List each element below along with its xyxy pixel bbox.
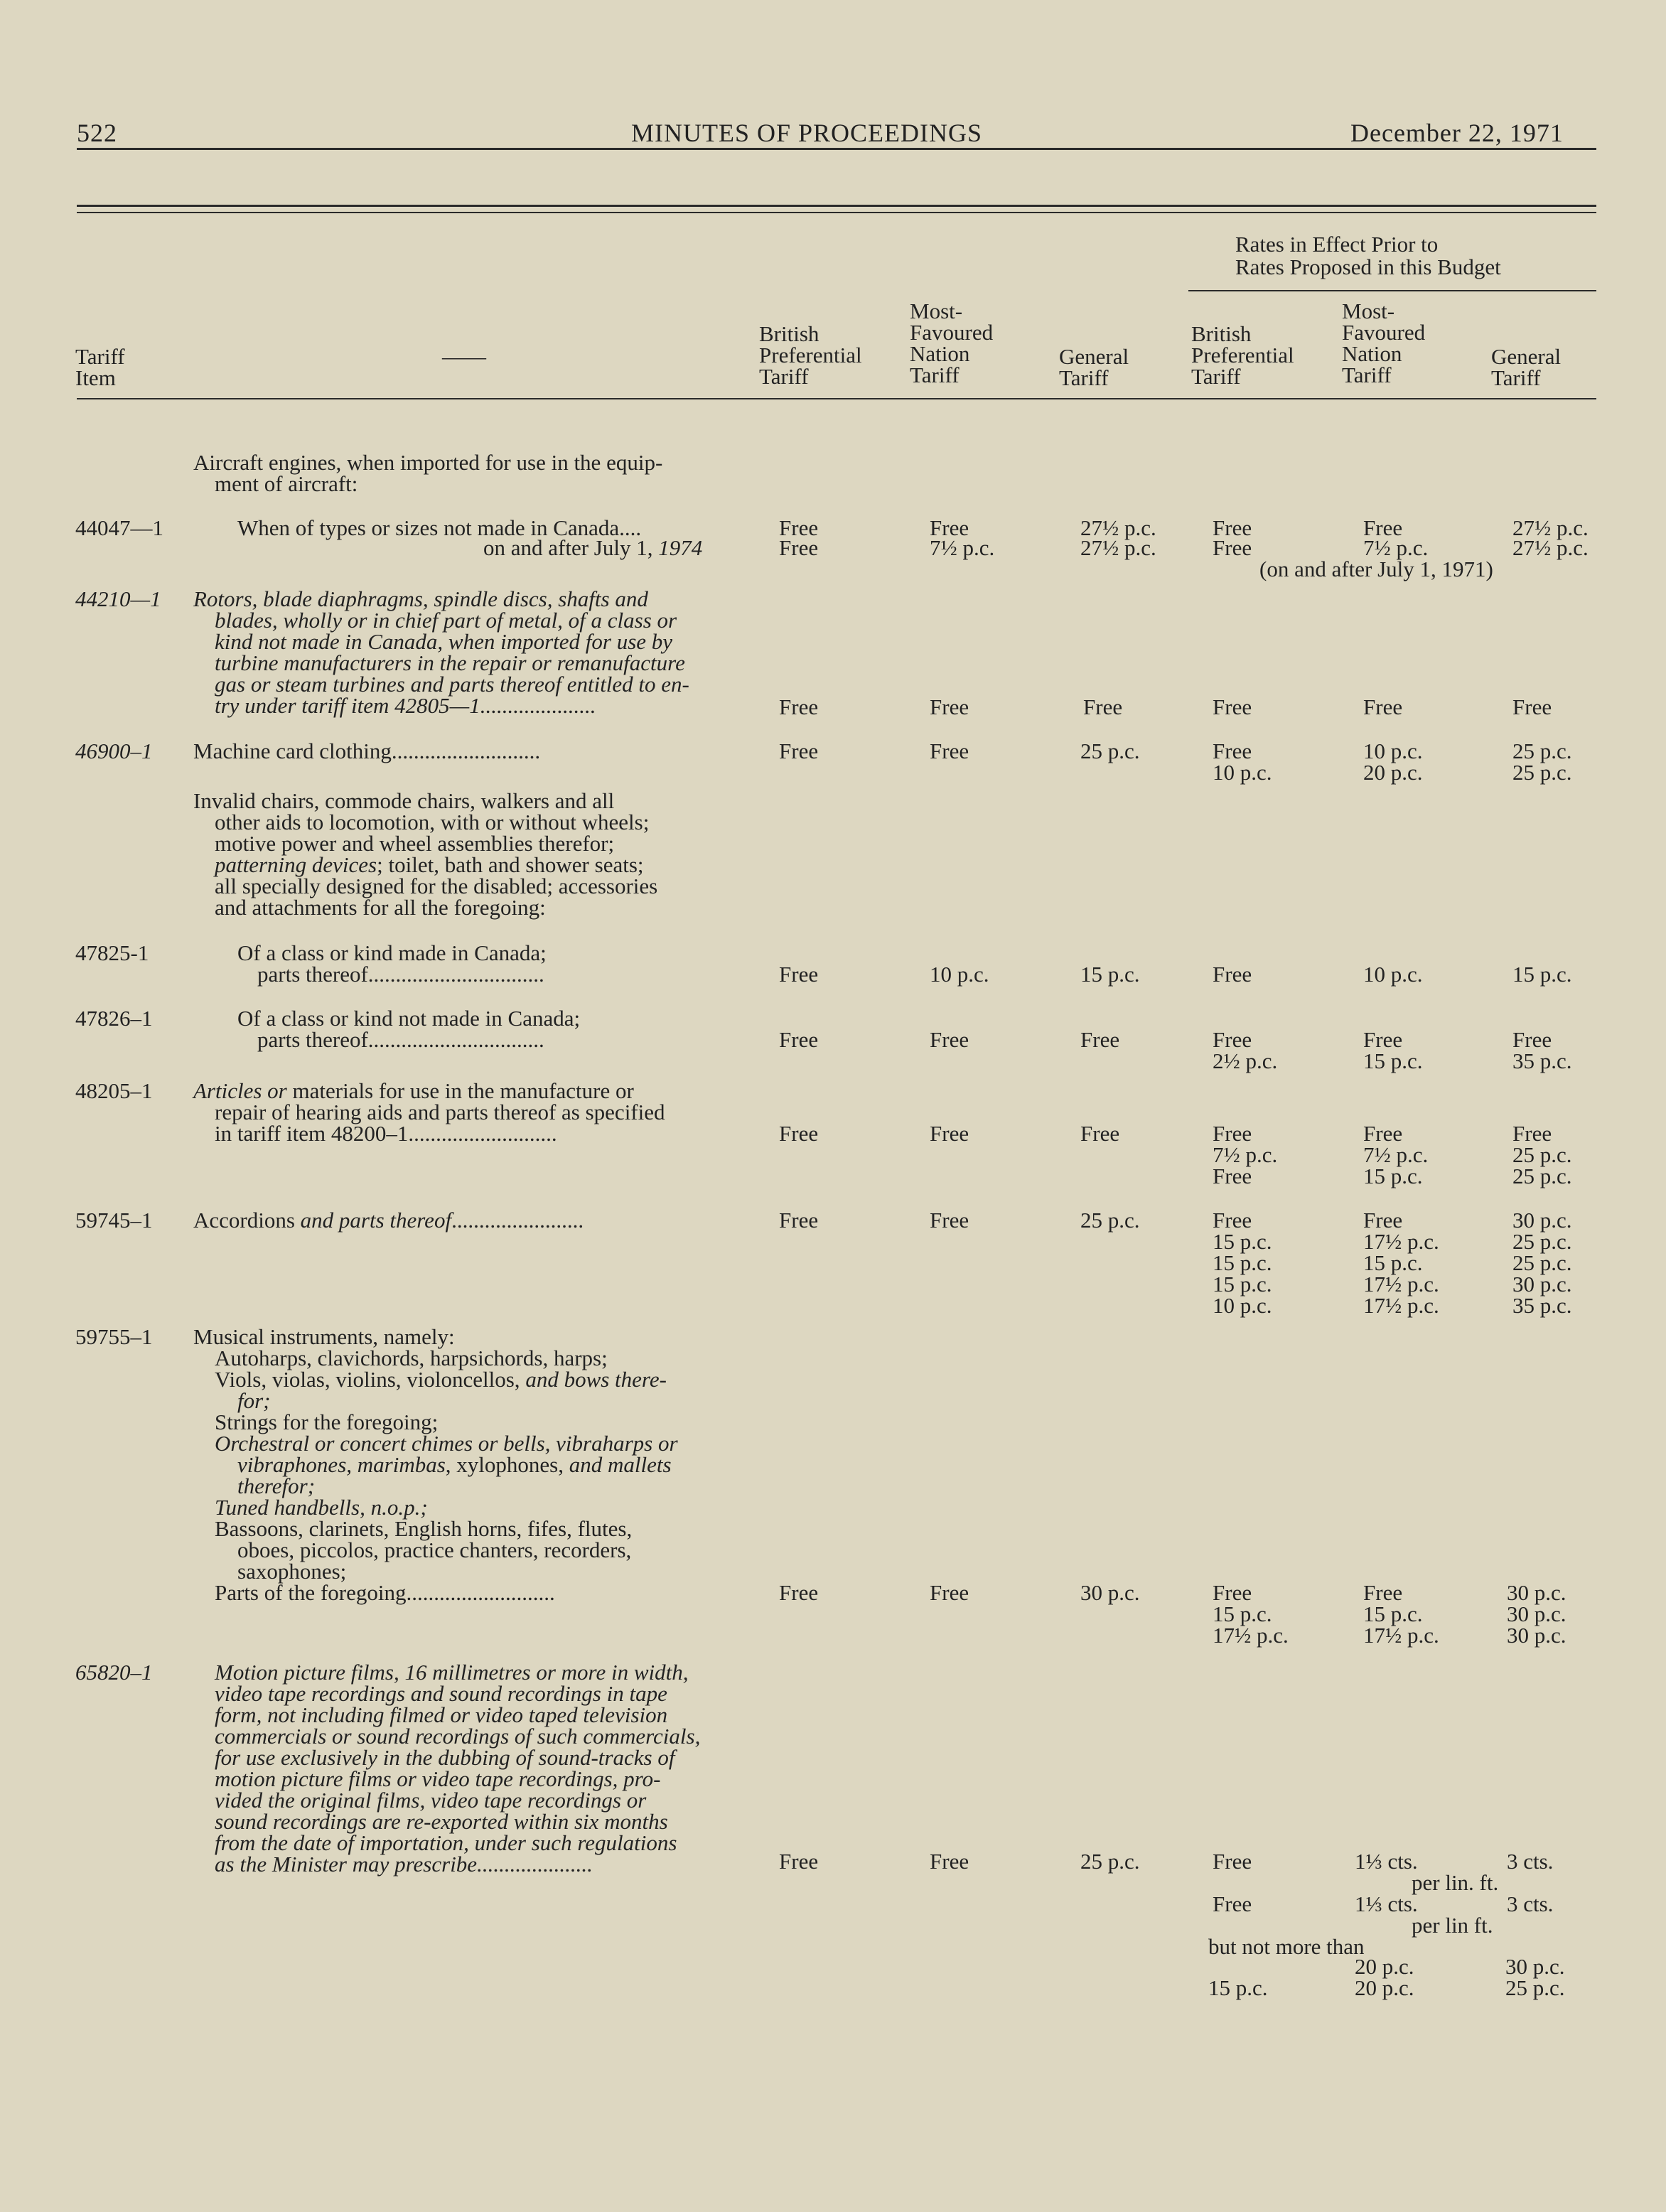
val-44047-gen-2: 27½ p.c. (1080, 535, 1156, 560)
val-44210-bpt: Free (779, 694, 819, 719)
item-59745: 59745–1 (75, 1208, 153, 1233)
header-mfn2-1: Most- (1342, 299, 1395, 323)
val-59755-bpt: Free (779, 1580, 819, 1605)
desc-65820-4: commercials or sound recordings of such commercials, (215, 1724, 701, 1749)
invalid-desc-6: and attachments for all the foregoing: (215, 895, 546, 920)
desc-65820-3: form, not including filmed or video taped television (215, 1702, 668, 1727)
desc-44210-5: gas or steam turbines and parts thereof entitled to en- (215, 672, 689, 697)
val-59745-gen2-3: 25 p.c. (1512, 1250, 1572, 1275)
desc-44210-6: try under tariff item 42805—1..................... (215, 693, 596, 718)
item-46900: 46900–1 (75, 739, 153, 763)
val-59755-gen: 30 p.c. (1080, 1580, 1140, 1605)
butnot-65820: but not more than (1208, 1934, 1365, 1959)
desc-44210-1: Rotors, blade diaphragms, spindle discs, shafts and (193, 586, 648, 611)
val-47826-bpt2-1: Free (1213, 1027, 1252, 1052)
val-48205-bpt: Free (779, 1121, 819, 1146)
item-44210: 44210—1 (75, 586, 161, 611)
desc-59755-4: Strings for the foregoing; (215, 1410, 439, 1434)
val-48205-bpt2-3: Free (1213, 1164, 1252, 1188)
val-44047-mfn2-2: 7½ p.c. (1363, 535, 1429, 560)
header-mfn2-4: Tariff (1342, 363, 1392, 387)
header-bpt2-1: British (1191, 321, 1252, 346)
header-mfn-1: Most- (910, 299, 963, 323)
group-heading-rule (1188, 290, 1596, 291)
table-top-rule-2 (77, 212, 1596, 213)
desc-44210-3: kind not made in Canada, when imported for use by (215, 629, 673, 654)
val-47825-gen: 15 p.c. (1080, 962, 1140, 987)
val-44047-mfn-2: 7½ p.c. (930, 535, 995, 560)
running-title: MINUTES OF PROCEEDINGS (631, 119, 983, 147)
val-65820-mfn2-2: 1⅓ cts. (1355, 1891, 1418, 1916)
val-48205-bpt2-2: 7½ p.c. (1213, 1142, 1278, 1167)
header-gen2-1: General (1491, 344, 1562, 369)
val-47826-mfn: Free (930, 1027, 969, 1052)
desc-48205-1: Articles or materials for use in the manufacture or (193, 1078, 634, 1103)
desc-65820-7: vided the original films, video tape recordings or (215, 1788, 647, 1813)
val-59745-bpt2-1: Free (1213, 1208, 1252, 1233)
desc-47826-2: parts thereof................................ (257, 1027, 544, 1052)
val-65820-bpt2-4: 15 p.c. (1208, 1975, 1268, 2000)
header-bpt-2: Preferential (759, 343, 862, 367)
desc-59755-0: Musical instruments, namely: (193, 1324, 455, 1349)
val-47825-mfn2: 10 p.c. (1363, 962, 1423, 987)
desc-65820-9: from the date of importation, under such regulations (215, 1830, 677, 1855)
val-59745-bpt2-4: 15 p.c. (1213, 1272, 1272, 1296)
val-65820-bpt: Free (779, 1849, 819, 1874)
val-47826-mfn2-1: Free (1363, 1027, 1403, 1052)
val-59745-gen2-1: 30 p.c. (1512, 1208, 1572, 1233)
aircraft-desc-2: ment of aircraft: (215, 471, 358, 496)
val-47826-gen: Free (1080, 1027, 1120, 1052)
val-48205-gen2-1: Free (1512, 1121, 1552, 1146)
header-mfn2-2: Favoured (1342, 320, 1426, 345)
desc-59755-1: Autoharps, clavichords, harpsichords, harps; (215, 1346, 608, 1370)
val-65820-gen2-2: 3 cts. (1507, 1891, 1554, 1916)
val-46900-mfn: Free (930, 739, 969, 763)
desc-59755-11: saxophones; (237, 1559, 347, 1584)
header-mfn-2: Favoured (910, 320, 994, 345)
val-59745-mfn2-5: 17½ p.c. (1363, 1293, 1439, 1318)
val-59745-gen: 25 p.c. (1080, 1208, 1140, 1233)
desc-65820-6: motion picture films or video tape recordings, pro- (215, 1766, 661, 1791)
val-44047-bpt-2: Free (779, 535, 819, 560)
item-44047: 44047—1 (75, 515, 163, 540)
val-44047-gen2-1: 27½ p.c. (1512, 515, 1589, 540)
desc-46900: Machine card clothing........................... (193, 739, 541, 763)
val-44047-bpt2-2: Free (1213, 535, 1252, 560)
val-59755-mfn: Free (930, 1580, 969, 1605)
val-48205-mfn2-3: 15 p.c. (1363, 1164, 1423, 1188)
header-gen-1: General (1059, 344, 1129, 369)
val-65820-bpt2-1: Free (1213, 1849, 1252, 1874)
item-47826: 47826–1 (75, 1006, 153, 1031)
desc-59745: Accordions and parts thereof........................ (193, 1208, 584, 1233)
desc-44210-2: blades, wholly or in chief part of metal, of a class or (215, 608, 677, 633)
val-59755-bpt2-1: Free (1213, 1580, 1252, 1605)
desc-48205-3: in tariff item 48200–1........................... (215, 1121, 557, 1146)
header-mfn-3: Nation (910, 341, 970, 366)
val-46900-bpt2-2: 10 p.c. (1213, 760, 1272, 785)
val-59745-mfn2-2: 17½ p.c. (1363, 1229, 1439, 1254)
val-46900-mfn2-1: 10 p.c. (1363, 739, 1423, 763)
header-item: Item (75, 365, 116, 390)
desc-59755-8: Tuned handbells, n.o.p.; (215, 1495, 428, 1520)
desc-47826-1: Of a class or kind not made in Canada; (237, 1006, 581, 1031)
desc-47825-2: parts thereof................................ (257, 962, 544, 987)
header-bpt2-3: Tariff (1191, 364, 1241, 389)
val-44210-mfn: Free (930, 694, 969, 719)
val-65820-mfn2-4: 20 p.c. (1355, 1975, 1414, 2000)
desc-59755-9: Bassoons, clarinets, English horns, fifes, flutes, (215, 1516, 633, 1541)
desc-59755-3: for; (237, 1388, 271, 1413)
val-59745-bpt2-5: 10 p.c. (1213, 1293, 1272, 1318)
note-44047: (on and after July 1, 1971) (1259, 557, 1493, 581)
item-48205: 48205–1 (75, 1078, 153, 1103)
perlin-65820-2: per lin ft. (1412, 1913, 1493, 1938)
val-59745-mfn2-1: Free (1363, 1208, 1403, 1233)
val-59755-mfn2-2: 15 p.c. (1363, 1601, 1423, 1626)
val-59745-mfn2-4: 17½ p.c. (1363, 1272, 1439, 1296)
desc-59755-12: Parts of the foregoing........................... (215, 1580, 555, 1605)
val-65820-bpt2-2: Free (1213, 1891, 1252, 1916)
desc-59755-2: Viols, violas, violins, violoncellos, and bows there- (215, 1367, 667, 1392)
group-heading-2: Rates Proposed in this Budget (1235, 254, 1501, 279)
desc-65820-1: Motion picture films, 16 millimetres or more in width, (215, 1660, 689, 1685)
val-47825-bpt: Free (779, 962, 819, 987)
val-44210-gen: Free (1083, 694, 1123, 719)
val-44047-bpt2-1: Free (1213, 515, 1252, 540)
val-59755-mfn2-3: 17½ p.c. (1363, 1623, 1439, 1648)
invalid-desc-4: patterning devices; toilet, bath and shower seats; (215, 852, 644, 877)
val-65820-mfn2-1: 1⅓ cts. (1355, 1849, 1418, 1874)
val-46900-gen2-1: 25 p.c. (1512, 739, 1572, 763)
invalid-desc-2: other aids to locomotion, with or without wheels; (215, 810, 650, 834)
desc-47825-1: Of a class or kind made in Canada; (237, 940, 547, 965)
head-rule (77, 148, 1596, 150)
desc-59755-10: oboes, piccolos, practice chanters, recorders, (237, 1537, 632, 1562)
val-59745-bpt2-2: 15 p.c. (1213, 1229, 1272, 1254)
val-47826-bpt: Free (779, 1027, 819, 1052)
val-65820-gen2-1: 3 cts. (1507, 1849, 1554, 1874)
val-47826-mfn2-2: 15 p.c. (1363, 1048, 1423, 1073)
val-59745-gen2-2: 25 p.c. (1512, 1229, 1572, 1254)
desc-65820-2: video tape recordings and sound recordings in tape (215, 1681, 667, 1706)
perlin-65820-1: per lin. ft. (1412, 1870, 1499, 1895)
val-47826-bpt2-2: 2½ p.c. (1213, 1048, 1278, 1073)
header-gen-2: Tariff (1059, 365, 1109, 390)
val-65820-mfn2-3: 20 p.c. (1355, 1954, 1414, 1979)
val-44210-mfn2: Free (1363, 694, 1403, 719)
val-59745-bpt: Free (779, 1208, 819, 1233)
desc-44047-1: When of types or sizes not made in Canada.... (237, 515, 642, 540)
val-48205-mfn2-2: 7½ p.c. (1363, 1142, 1429, 1167)
header-dash: —— (442, 344, 486, 369)
header-gen2-2: Tariff (1491, 365, 1541, 390)
header-tariff: Tariff (75, 344, 125, 369)
val-59745-gen2-4: 30 p.c. (1512, 1272, 1572, 1296)
table-top-rule (77, 205, 1596, 207)
val-59745-mfn2-3: 15 p.c. (1363, 1250, 1423, 1275)
desc-44210-4: turbine manufacturers in the repair or remanufacture (215, 650, 685, 675)
val-48205-gen: Free (1080, 1121, 1120, 1146)
group-heading-1: Rates in Effect Prior to (1235, 232, 1439, 257)
header-bpt2-2: Preferential (1191, 343, 1294, 367)
val-46900-gen2-2: 25 p.c. (1512, 760, 1572, 785)
val-44210-bpt2: Free (1213, 694, 1252, 719)
val-46900-gen: 25 p.c. (1080, 739, 1140, 763)
invalid-desc-3: motive power and wheel assemblies therefor; (215, 831, 615, 856)
aircraft-desc-1: Aircraft engines, when imported for use in the equip- (193, 450, 663, 475)
val-59745-mfn: Free (930, 1208, 969, 1233)
desc-65820-10: as the Minister may prescribe..................... (215, 1852, 593, 1877)
val-59755-mfn2-1: Free (1363, 1580, 1403, 1605)
val-46900-bpt: Free (779, 739, 819, 763)
invalid-desc-5: all specially designed for the disabled; accessories (215, 874, 658, 898)
val-48205-mfn2-1: Free (1363, 1121, 1403, 1146)
val-44047-bpt-1: Free (779, 515, 819, 540)
header-bottom-rule (77, 398, 1596, 399)
item-47825: 47825-1 (75, 940, 149, 965)
running-date: December 22, 1971 (1350, 119, 1564, 147)
desc-59755-5: Orchestral or concert chimes or bells, vibraharps or (215, 1431, 678, 1456)
val-59755-gen2-3: 30 p.c. (1507, 1623, 1566, 1648)
val-59755-gen2-1: 30 p.c. (1507, 1580, 1566, 1605)
val-47825-bpt2: Free (1213, 962, 1252, 987)
header-bpt-3: Tariff (759, 364, 809, 389)
desc-44047-2: on and after July 1, 1974 (483, 535, 703, 560)
header-mfn2-3: Nation (1342, 341, 1402, 366)
val-48205-gen2-2: 25 p.c. (1512, 1142, 1572, 1167)
val-59745-bpt2-3: 15 p.c. (1213, 1250, 1272, 1275)
val-47826-gen2-1: Free (1512, 1027, 1552, 1052)
header-bpt-1: British (759, 321, 819, 346)
val-65820-gen: 25 p.c. (1080, 1849, 1140, 1874)
val-59755-bpt2-2: 15 p.c. (1213, 1601, 1272, 1626)
val-47826-gen2-2: 35 p.c. (1512, 1048, 1572, 1073)
val-46900-bpt2-1: Free (1213, 739, 1252, 763)
desc-65820-5: for use exclusively in the dubbing of sound-tracks of (215, 1745, 675, 1770)
val-44210-gen2: Free (1512, 694, 1552, 719)
item-65820: 65820–1 (75, 1660, 153, 1685)
val-48205-gen2-3: 25 p.c. (1512, 1164, 1572, 1188)
desc-48205-2: repair of hearing aids and parts thereof as specified (215, 1100, 665, 1124)
header-mfn-4: Tariff (910, 363, 960, 387)
val-44047-mfn-1: Free (930, 515, 969, 540)
invalid-desc-1: Invalid chairs, commode chairs, walkers and all (193, 788, 615, 813)
val-47825-mfn: 10 p.c. (930, 962, 989, 987)
val-59745-gen2-5: 35 p.c. (1512, 1293, 1572, 1318)
val-47825-gen2: 15 p.c. (1512, 962, 1572, 987)
val-48205-mfn: Free (930, 1121, 969, 1146)
page-number: 522 (77, 119, 117, 147)
val-44047-mfn2-1: Free (1363, 515, 1403, 540)
val-65820-mfn: Free (930, 1849, 969, 1874)
desc-59755-7: therefor; (237, 1473, 316, 1498)
val-65820-gen2-4: 25 p.c. (1505, 1975, 1565, 2000)
item-59755: 59755–1 (75, 1324, 153, 1349)
val-59755-bpt2-3: 17½ p.c. (1213, 1623, 1289, 1648)
desc-65820-8: sound recordings are re-exported within six months (215, 1809, 668, 1834)
val-46900-mfn2-2: 20 p.c. (1363, 760, 1423, 785)
val-44047-gen-1: 27½ p.c. (1080, 515, 1156, 540)
val-48205-bpt2-1: Free (1213, 1121, 1252, 1146)
val-44047-gen2-2: 27½ p.c. (1512, 535, 1589, 560)
desc-59755-6: vibraphones, marimbas, xylophones, and mallets (237, 1452, 672, 1477)
val-59755-gen2-2: 30 p.c. (1507, 1601, 1566, 1626)
val-65820-gen2-3: 30 p.c. (1505, 1954, 1565, 1979)
